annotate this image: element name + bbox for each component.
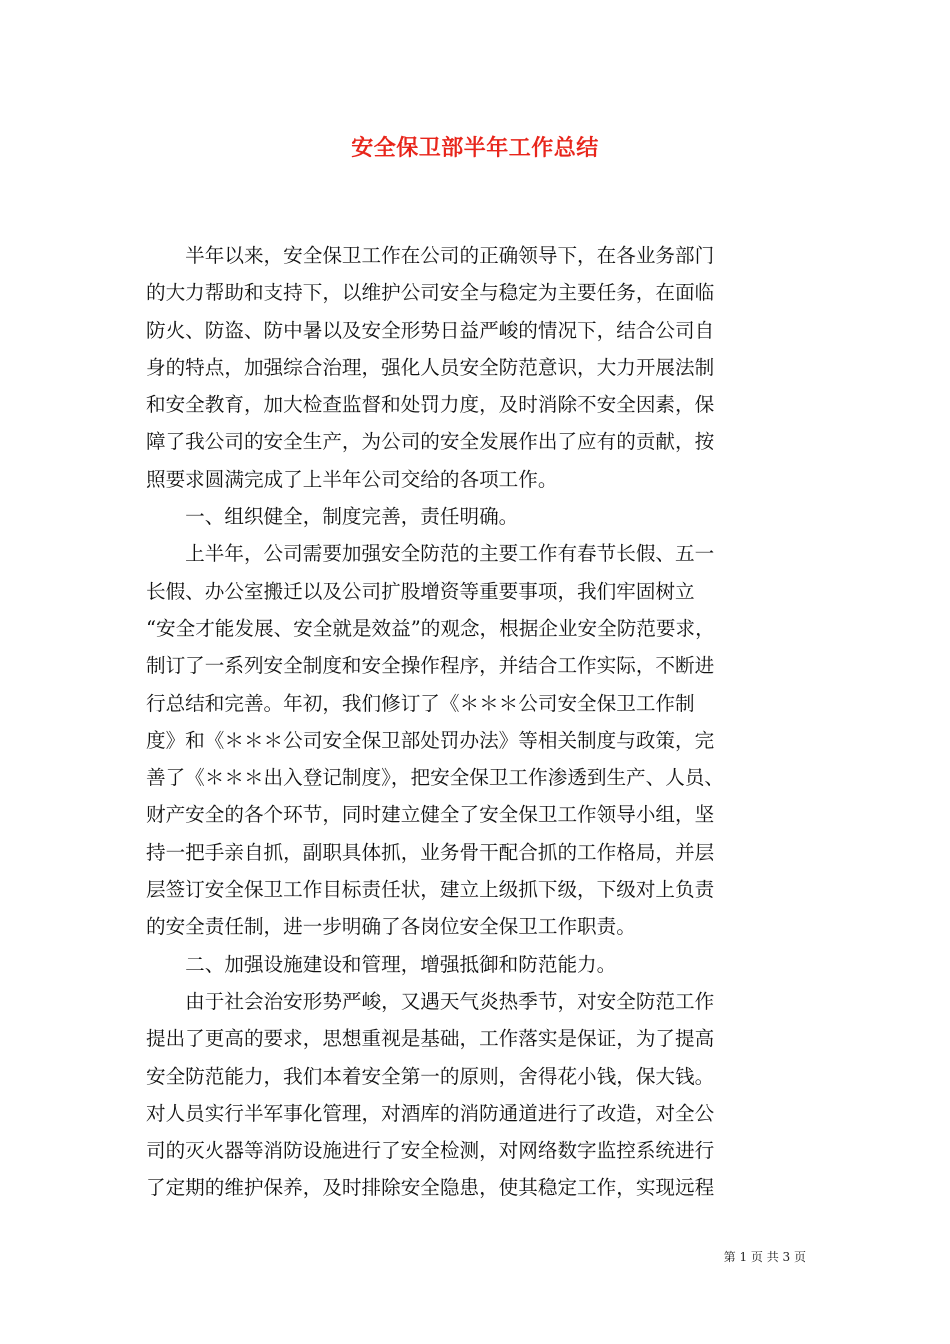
paragraph-line: 善了《＊＊＊出入登记制度》，把安全保卫工作渗透到生产、人员、 xyxy=(146,766,725,790)
paragraph-line: “安全才能发展、安全就是效益”的观念，根据企业安全防范要求， xyxy=(146,616,715,640)
paragraph-line: 防火、防盗、防中暑以及安全形势日益严峻的情况下，结合公司自 xyxy=(146,318,715,342)
paragraph-line: 制订了一系列安全制度和安全操作程序，并结合工作实际，不断进 xyxy=(146,654,715,678)
paragraph-line: 度》和《＊＊＊公司安全保卫部处罚办法》等相关制度与政策，完 xyxy=(146,728,715,752)
paragraph-line: 安全防范能力，我们本着安全第一的原则，舍得花小钱，保大钱。 xyxy=(146,1064,715,1088)
document-body xyxy=(146,237,811,1207)
paragraph-line: 行总结和完善。年初，我们修订了《＊＊＊公司安全保卫工作制 xyxy=(146,691,695,715)
paragraph-line: 了定期的维护保养，及时排除安全隐患，使其稳定工作，实现远程 xyxy=(146,1176,715,1200)
paragraph-line: 司的灭火器等消防设施进行了安全检测，对网络数字监控系统进行 xyxy=(146,1139,715,1163)
paragraph-line: 层签订安全保卫工作目标责任状，建立上级抓下级，下级对上负责 xyxy=(146,878,715,902)
paragraph-line: 和安全教育，加大检查监督和处罚力度，及时消除不安全因素，保 xyxy=(146,393,715,417)
paragraph-line: 对人员实行半军事化管理，对酒库的消防通道进行了改造，对全公 xyxy=(146,1101,715,1125)
paragraph-line: 长假、办公室搬迁以及公司扩股增资等重要事项，我们牢固树立 xyxy=(146,579,695,603)
page-footer: 第 1 页 共 3 页 xyxy=(723,1250,806,1264)
paragraph-line: 身的特点，加强综合治理，强化人员安全防范意识，大力开展法制 xyxy=(146,355,715,379)
document-title: 安全保卫部半年工作总结 xyxy=(351,135,599,161)
paragraph-line: 障了我公司的安全生产，为公司的安全发展作出了应有的贡献，按 xyxy=(146,430,715,454)
section-heading-1: 一、组织健全，制度完善，责任明确。 xyxy=(146,505,519,529)
section-heading-2: 二、加强设施建设和管理，增强抵御和防范能力。 xyxy=(146,952,617,976)
paragraph-line: 提出了更高的要求，思想重视是基础，工作落实是保证，为了提高 xyxy=(146,1027,715,1051)
paragraph-line: 上半年，公司需要加强安全防范的主要工作有春节长假、五一 xyxy=(146,542,715,566)
paragraph-line: 财产安全的各个环节，同时建立健全了安全保卫工作领导小组，坚 xyxy=(146,803,715,827)
paragraph-line: 的大力帮助和支持下，以维护公司安全与稳定为主要任务，在面临 xyxy=(146,281,715,305)
paragraph-line: 照要求圆满完成了上半年公司交给的各项工作。 xyxy=(146,467,558,491)
paragraph-line: 由于社会治安形势严峻，又遇天气炎热季节，对安全防范工作 xyxy=(146,989,715,1013)
paragraph-line: 的安全责任制，进一步明确了各岗位安全保卫工作职责。 xyxy=(146,915,636,939)
paragraph-line: 持一把手亲自抓，副职具体抓，业务骨干配合抓的工作格局，并层 xyxy=(146,840,715,864)
paragraph-line: 半年以来，安全保卫工作在公司的正确领导下，在各业务部门 xyxy=(146,244,715,267)
